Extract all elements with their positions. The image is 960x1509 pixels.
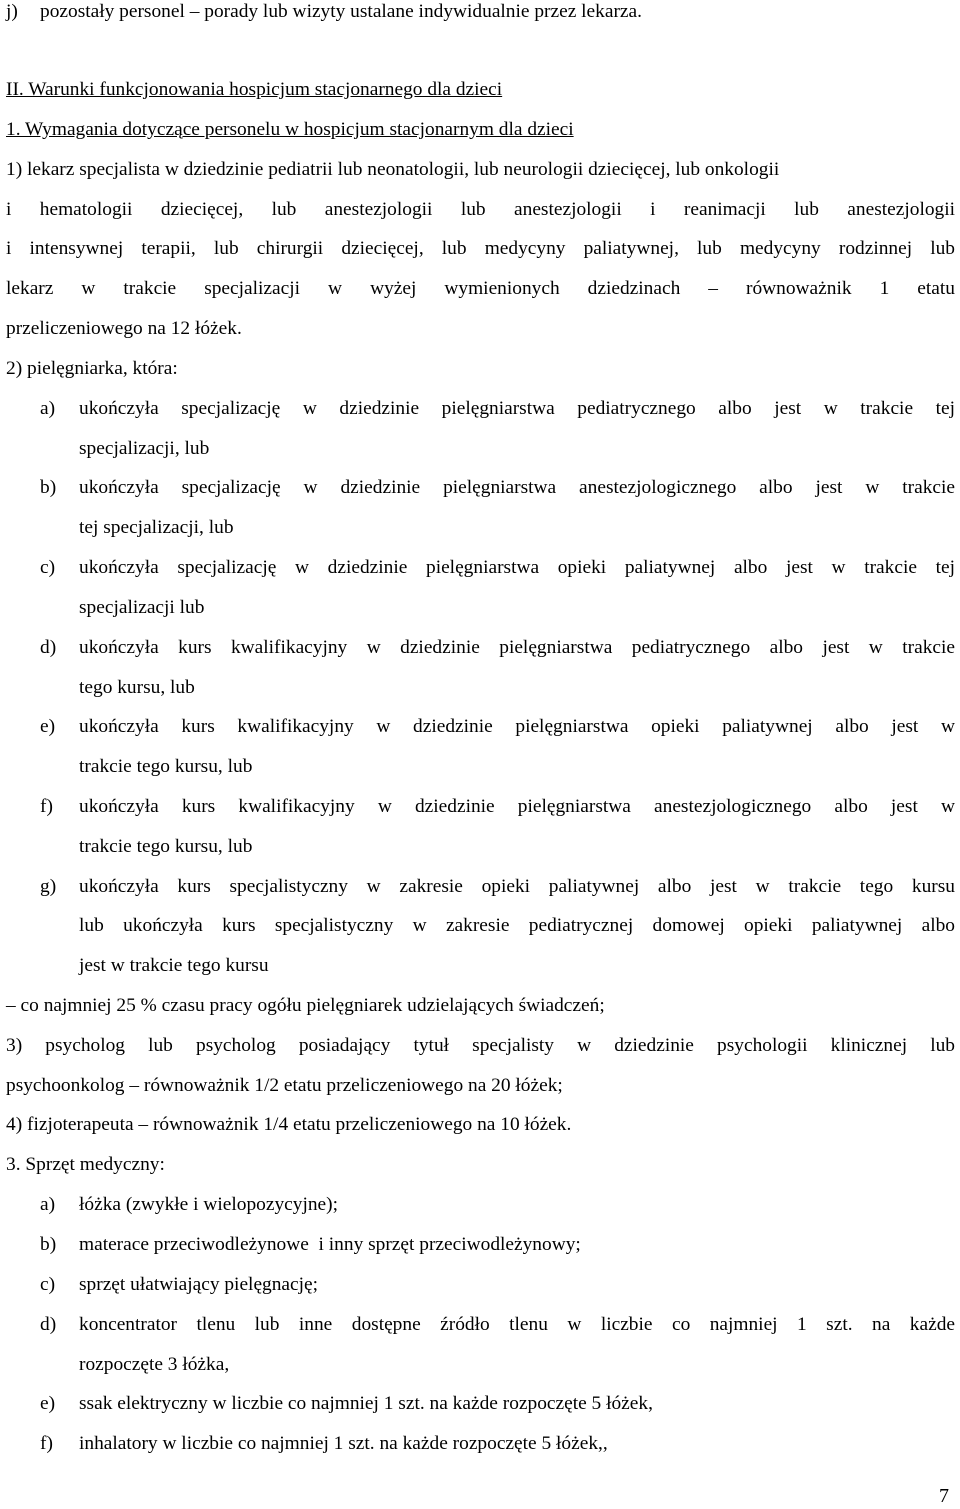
list-label: a) (40, 398, 56, 419)
list-item-text: jest w trakcie tego kursu (79, 955, 269, 976)
list-label: d) (40, 1314, 57, 1335)
list-item-text: ukończyła specjalizację w dziedzinie pielęgniarstwa opieki paliatywnej albo jest w trakcie tej (79, 557, 955, 578)
list-label: b) (40, 477, 57, 498)
requirements-heading: 1. Wymagania dotyczące personelu w hospicjum stacjonarnym dla dzieci (6, 119, 574, 140)
list-item-text: specjalizacji lub (79, 597, 205, 618)
paragraph-line: psychoonkolog – równoważnik 1/2 etatu przeliczeniowego na 20 łóżek; (6, 1075, 563, 1096)
paragraph-line: przeliczeniowego na 12 łóżek. (6, 318, 242, 339)
list-item-text: lub ukończyła kurs specjalistyczny w zakresie pediatrycznej domowej opieki paliatywnej albo (79, 915, 955, 936)
list-item-text: ukończyła specjalizację w dziedzinie pielęgniarstwa anestezjologicznego albo jest w trakcie (79, 477, 955, 498)
list-label: f) (40, 1433, 53, 1454)
paragraph-line: 1) lekarz specjalista w dziedzinie pediatrii lub neonatologii, lub neurologii dziecięcej, lub onkologii (6, 159, 780, 180)
list-item-text: trakcie tego kursu, lub (79, 756, 253, 777)
list-item-text: tego kursu, lub (79, 677, 195, 698)
list-item-text: ukończyła kurs kwalifikacyjny w dziedzinie pielęgniarstwa pediatrycznego albo jest w trakcie (79, 637, 955, 658)
paragraph-line: i hematologii dziecięcej, lub anestezjologii lub anestezjologii i reanimacji lub anestezjologii (6, 199, 955, 220)
list-item-text: koncentrator tlenu lub inne dostępne źródło tlenu w liczbie co najmniej 1 szt. na każde (79, 1314, 955, 1335)
list-item-text: ukończyła kurs kwalifikacyjny w dziedzinie pielęgniarstwa anestezjologicznego albo jest w (79, 796, 955, 817)
list-item-text: łóżka (zwykłe i wielopozycyjne); (79, 1194, 338, 1215)
page-number: 7 (939, 1485, 949, 1507)
equipment-heading: 3. Sprzęt medyczny: (6, 1154, 165, 1175)
list-label: j) (6, 1, 18, 22)
list-item-text: trakcie tego kursu, lub (79, 836, 253, 857)
list-item-text: rozpoczęte 3 łóżka, (79, 1354, 230, 1375)
list-item-text: pozostały personel – porady lub wizyty ustalane indywidualnie przez lekarza. (40, 1, 642, 22)
list-item-text: materace przeciwodleżynowe i inny sprzęt przeciwodleżynowy; (79, 1234, 581, 1255)
list-label: e) (40, 716, 56, 737)
list-item-text: specjalizacji, lub (79, 438, 210, 459)
list-item-text: ukończyła kurs specjalistyczny w zakresie opieki paliatywnej albo jest w trakcie tego kursu (79, 876, 955, 897)
paragraph-line: 4) fizjoterapeuta – równoważnik 1/4 etatu przeliczeniowego na 10 łóżek. (6, 1114, 572, 1135)
list-label: a) (40, 1194, 56, 1215)
paragraph-line: i intensywnej terapii, lub chirurgii dziecięcej, lub medycyny paliatywnej, lub medycyny rodzinnej lub (6, 238, 955, 259)
list-item-text: inhalatory w liczbie co najmniej 1 szt. na każde rozpoczęte 5 łóżek,, (79, 1433, 608, 1454)
list-label: e) (40, 1393, 56, 1414)
list-item-text: tej specjalizacji, lub (79, 517, 234, 538)
list-label: g) (40, 876, 57, 897)
list-label: b) (40, 1234, 57, 1255)
list-label: d) (40, 637, 57, 658)
list-label: c) (40, 557, 56, 578)
section-heading: II. Warunki funkcjonowania hospicjum stacjonarnego dla dzieci (6, 79, 503, 100)
list-item-text: ukończyła kurs kwalifikacyjny w dziedzinie pielęgniarstwa opieki paliatywnej albo jest w (79, 716, 955, 737)
nurse-summary: – co najmniej 25 % czasu pracy ogółu pielęgniarek udzielających świadczeń; (6, 995, 605, 1016)
list-item-text: ssak elektryczny w liczbie co najmniej 1 szt. na każde rozpoczęte 5 łóżek, (79, 1393, 653, 1414)
subheading: 2) pielęgniarka, która: (6, 358, 178, 379)
list-item-text: ukończyła specjalizację w dziedzinie pielęgniarstwa pediatrycznego albo jest w trakcie tej (79, 398, 955, 419)
paragraph-line: 3) psycholog lub psycholog posiadający tytuł specjalisty w dziedzinie psychologii klinicznej lub (6, 1035, 955, 1056)
list-label: c) (40, 1274, 56, 1295)
list-item-text: sprzęt ułatwiający pielęgnację; (79, 1274, 319, 1295)
paragraph-line: lekarz w trakcie specjalizacji w wyżej wymienionych dziedzinach – równoważnik 1 etatu (6, 278, 955, 299)
list-label: f) (40, 796, 53, 817)
